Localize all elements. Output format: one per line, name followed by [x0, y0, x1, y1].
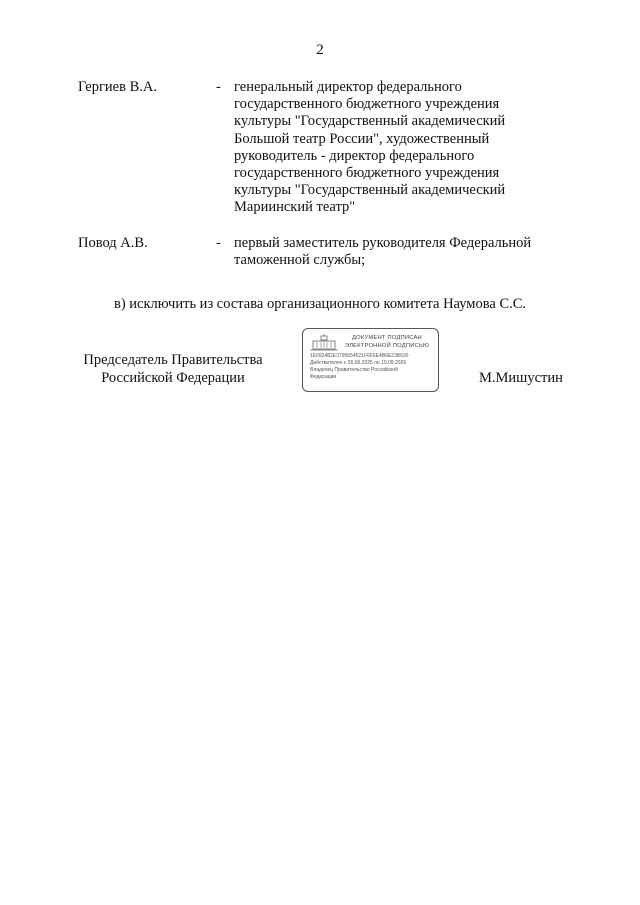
position-line: культуры "Государственный академический — [234, 182, 506, 199]
stamp-title-line: ДОКУМЕНТ ПОДПИСАН — [352, 335, 422, 341]
member-position — [234, 79, 578, 217]
owner-line: Федерации — [310, 374, 337, 380]
entry-dash: - — [216, 79, 221, 95]
position-line: руководитель - директор федерального — [234, 147, 475, 164]
certificate-number: 1E692482E3795654521F6F6E4B6E23B630 — [310, 353, 409, 359]
owner-line: Владелец Правительство Российской — [310, 367, 398, 373]
stamp-title — [339, 335, 435, 350]
signer-name: М.Мишустин — [479, 370, 563, 386]
entry-dash: - — [216, 235, 221, 251]
position-line: таможенной службы; — [234, 252, 366, 269]
signatory-title — [78, 352, 268, 387]
position-line: первый заместитель руководителя Федеральной — [234, 235, 532, 251]
signatory-title-line: Председатель Правительства — [83, 352, 263, 368]
position-line: государственного бюджетного учреждения — [234, 165, 500, 182]
electronic-signature-stamp — [302, 328, 439, 392]
position-line: генеральный директор федерального — [234, 79, 462, 95]
position-line: Большой театр России", художественный — [234, 130, 490, 147]
stamp-title-line: ЭЛЕКТРОННОЙ ПОДПИСЬЮ — [344, 342, 430, 349]
stamp-details — [310, 353, 436, 381]
signatory-title-line: Российской Федерации — [101, 369, 245, 386]
validity-period: Действителен с 26.06.2025 по 19.09.2026 — [310, 360, 407, 366]
member-name: Повод А.В. — [78, 235, 148, 251]
position-line: государственного бюджетного учреждения — [234, 96, 500, 113]
member-name: Гергиев В.А. — [78, 79, 157, 95]
exclusion-clause: в) исключить из состава организационного комитета Наумова С.С. — [114, 296, 527, 312]
page-number: 2 — [316, 42, 324, 58]
position-line: Мариинский театр" — [234, 199, 356, 216]
position-line: культуры "Государственный академический — [234, 113, 506, 130]
member-position — [234, 235, 578, 269]
